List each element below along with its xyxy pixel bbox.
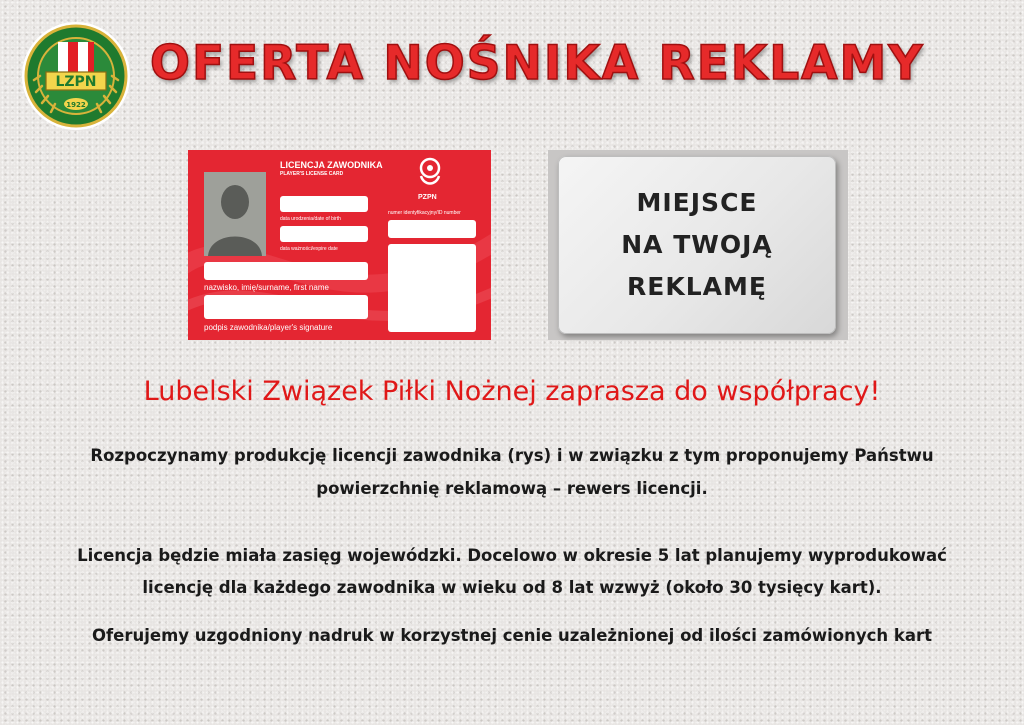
lzpn-crest-icon bbox=[20, 20, 132, 132]
ad-line-3: REKLAMĘ bbox=[627, 272, 767, 301]
card-field-photo-box bbox=[388, 244, 476, 332]
card-label-expire: data ważności/expire date bbox=[280, 246, 338, 252]
card-field-expire bbox=[280, 226, 368, 242]
svg-text:1922: 1922 bbox=[66, 101, 86, 109]
paragraph-2-line-1: Licencja będzie miała zasięg wojewódzki. Docelowo w okresie 5 lat planujemy wyprodukować bbox=[77, 546, 947, 565]
card-label-birth: data urodzenia/date of birth bbox=[280, 216, 341, 222]
license-card-image bbox=[188, 150, 491, 340]
card-subheading: PLAYER'S LICENSE CARD bbox=[280, 171, 344, 177]
card-field-birth bbox=[280, 196, 368, 212]
svg-text:LZPN: LZPN bbox=[55, 74, 97, 90]
player-photo-placeholder bbox=[204, 172, 266, 256]
ad-placeholder-card bbox=[558, 156, 836, 334]
card-label-signature: podpis zawodnika/player's signature bbox=[204, 323, 333, 332]
card-label-id: numer identyfikacyjny/ID number bbox=[388, 210, 461, 216]
card-heading: LICENCJA ZAWODNIKA bbox=[280, 160, 383, 170]
invitation-heading: Lubelski Związek Piłki Nożnej zaprasza do współpracy! bbox=[143, 376, 881, 407]
pzpn-eagle-icon bbox=[416, 156, 444, 190]
paragraph-3-line-1: Oferujemy uzgodniony nadruk w korzystnej cenie uzależnionej od ilości zamówionych kart bbox=[91, 626, 933, 645]
card-org: PZPN bbox=[418, 194, 437, 201]
ad-line-2: NA TWOJĄ bbox=[621, 230, 773, 259]
ad-line-1: MIEJSCE bbox=[636, 188, 758, 217]
lzpn-logo bbox=[20, 20, 132, 132]
paragraph-1-line-1: Rozpoczynamy produkcję licencji zawodnika (rys) i w związku z tym proponujemy Państwu bbox=[90, 446, 934, 465]
person-silhouette-icon bbox=[204, 172, 266, 256]
paragraph-2-line-2: licencję dla każdego zawodnika w wieku od 8 lat wzwyż (około 30 tysięcy kart). bbox=[142, 578, 882, 597]
card-field-signature bbox=[204, 295, 368, 319]
card-field-name bbox=[204, 262, 368, 280]
card-label-name: nazwisko, imię/surname, first name bbox=[204, 283, 329, 292]
page-title: OFERTA NOŚNIKA REKLAMY bbox=[150, 36, 925, 91]
paragraph-1-line-2: powierzchnię reklamową – rewers licencji. bbox=[316, 479, 708, 498]
card-field-id bbox=[388, 220, 476, 238]
ad-placeholder-image bbox=[548, 150, 848, 340]
